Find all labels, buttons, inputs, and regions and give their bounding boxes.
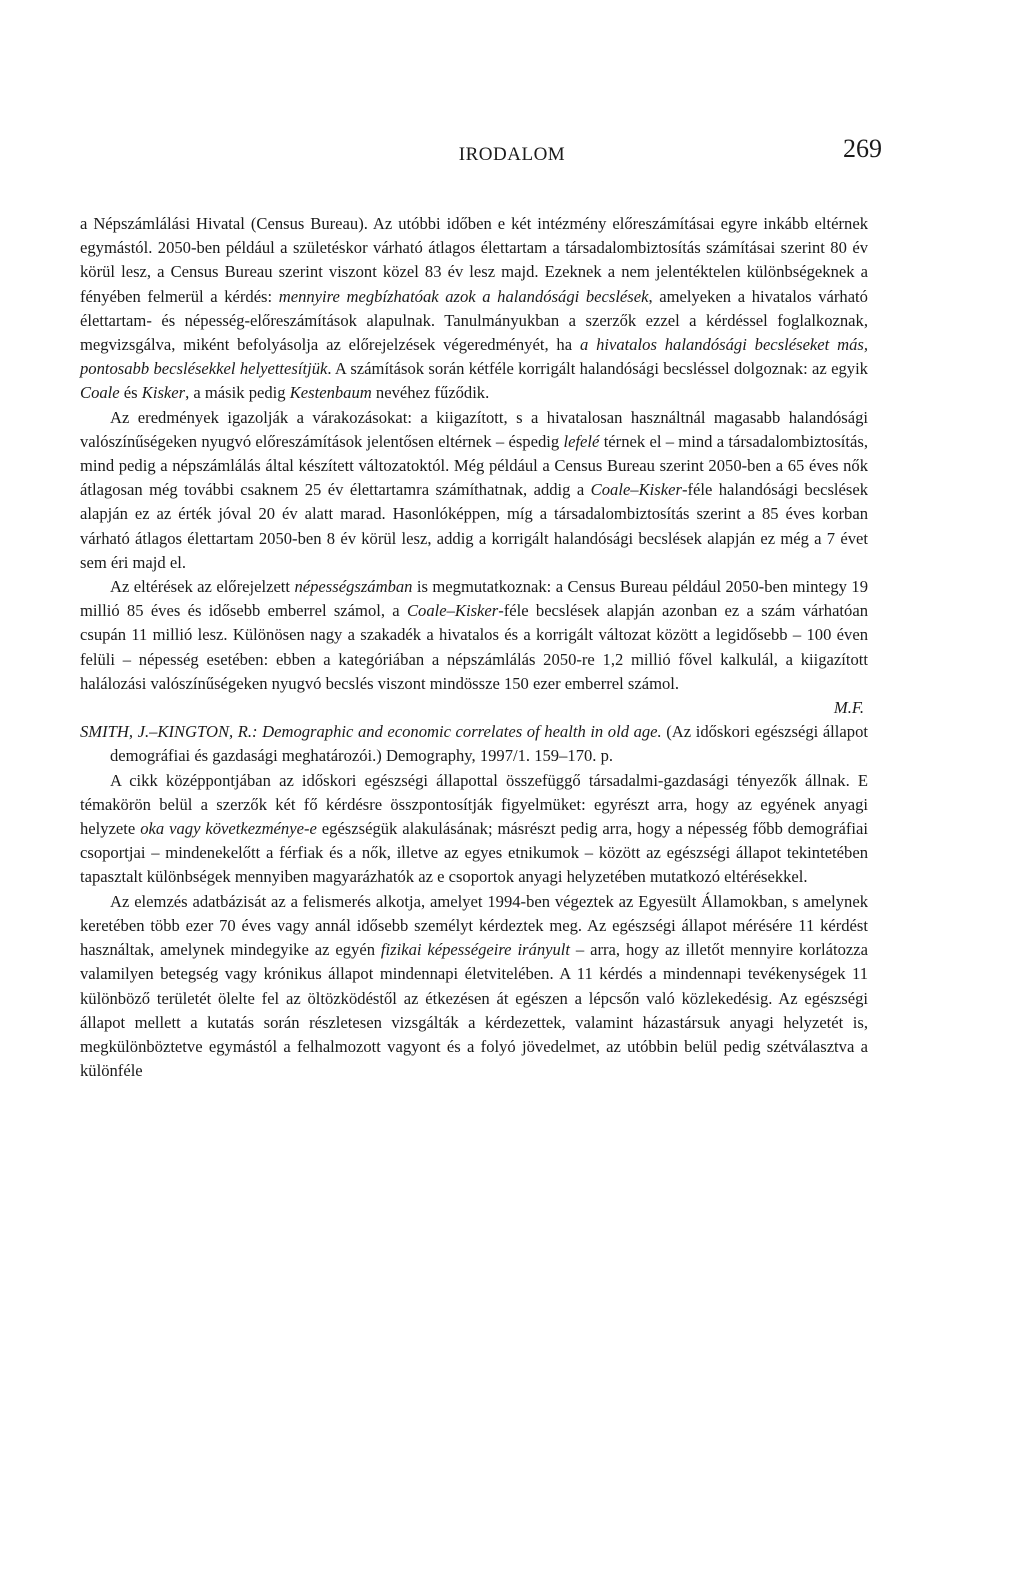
review2-paragraph-2: Az elemzés adatbázisát az a felismerés alkotja, amelyet 1994-ben végeztek az Egyesült Államokban, s amelynek keretében több ezer 70 éves vagy annál idősebb személyt kérdeztek meg. Az egészségi állapot mérésére 11 kérdést használtak, amelynek mindegyike az egyén fizikai képességeire irányult – arra, hogy az illetőt mennyire korlátozza valamilyen betegség vagy krónikus állapot mindennapi életvitelében. A 11 kérdés a mindennapi tevékenységek 11 különböző területét ölelte fel az öltözködéstől az étkezésen át egészen a lépcsőn való közlekedésig. Az egészségi állapot mellett a kutatás során részletesen vizsgálták a kérdezettek, valamint házastársuk anyagi helyzetét is, megkülönböztetve egymástól a felhalmozott vagyont és a folyó jövedelmet, az utóbbin belül pedig szétválasztva a különféle [80, 891, 868, 1081]
section-title: IRODALOM [458, 144, 566, 165]
running-header [150, 134, 882, 174]
page-number: 269 [843, 134, 882, 163]
reference-details: (Az időskori egészségi állapot demográfiai és gazdasági meghatározói.) Demography, 1997/1. 159–170. p. [110, 722, 868, 766]
review1-paragraph-1: a Népszámlálási Hivatal (Census Bureau). Az utóbbi időben e két intézmény előreszámításai egyre inkább eltérnek egymástól. 2050-ben például a születéskor várható átlagos élettartam a társadalombiztosítás számításai szerint 80 év körül lesz, a Census Bureau szerint viszont közel 83 év lesz majd. Ezeknek a nem jelentéktelen különbségeknek a fényében felmerül a kérdés: mennyire megbízhatóak azok a halandósági becslések, amelyeken a hivatalos várható élettartam- és népesség-előreszámítások alapulnak. Tanulmányukban a szerzők ezzel a kérdéssel foglalkoznak, megvizsgálva, miként befolyásolja az előrejelzések végeredményét, ha a hivatalos halandósági becsléseket más, pontosabb becslésekkel helyettesítjük. A számítások során kétféle korrigált halandósági becsléssel dolgoznak: az egyik Coale és Kisker, a másik pedig Kestenbaum nevéhez fűződik. [80, 214, 868, 403]
reference-authors: SMITH, J.–KINGTON, R.: [80, 722, 258, 742]
review2-paragraph-1: A cikk középpontjában az időskori egészségi állapottal összefüggő társadalmi-gazdasági tényezők állnak. E témakörön belül a szerzők két fő kérdésre összpontosítják figyelmüket: egyrészt arra, hogy az egyének anyagi helyzete oka vagy következménye-e egészségük alakulásának; másrészt pedig arra, hogy a népesség főbb demográfiai csoportjai – mindenekelőtt a férfiak és a nők, illetve az egyes etnikumok – között az egészségi állapot tekintetében tapasztalt különbségek mennyiben magyarázhatók az e csoportok anyagi helyzetében mutatkozó eltérésekkel. [80, 770, 868, 887]
review1-paragraph-3: Az eltérések az előrejelzett népességszámban is megmutatkoznak: a Census Bureau például 2050-ben mintegy 19 millió 85 éves és idősebb emberrel számol, a Coale–Kisker-féle becslések alapján azonban ez a szám várhatóan csupán 11 millió lesz. Különösen nagy a szakadék a hivatalos és a korrigált változat között a legidősebb – 100 éven felüli – népesség esetében: ebben a kategóriában a népszámlálás 2050-re 1,2 millió fővel kalkulál, a kiigazított halálozási valószínűségeken nyugvó becslés viszont mindössze 150 ezer emberrel számol. [80, 577, 869, 693]
reference-title: Demographic and economic correlates of health in old age. [262, 722, 662, 742]
reviewer-initials: M.F. [833, 698, 864, 718]
review1-paragraph-2: Az eredmények igazolják a várakozásokat: a kiigazított, s a hivatalosan használtnál magasabb halandósági valószínűségeken nyugvó előreszámítások jelentősen eltérnek – éspedig lefelé térnek el – mind a társadalombiztosítás, mind pedig a népszámlálás által készített változatoktól. Még például a Census Bureau szerint 2050-ben a 65 éves nők átlagosan még további csaknem 25 év élettartamra számíthatnak, addig a Coale–Kisker-féle halandósági becslések alapján ez az érték jóval 20 év alatt marad. Hasonlóképpen, míg a társadalombiztosítás szerint a 85 éves korban várható átlagos élettartam 2050-ben 8 év körül lesz, addig a korrigált halandósági becslések alapján ez még a 7 évet sem éri majd el. [80, 407, 869, 572]
page-body [80, 212, 868, 1083]
bibliographic-reference [80, 720, 868, 768]
